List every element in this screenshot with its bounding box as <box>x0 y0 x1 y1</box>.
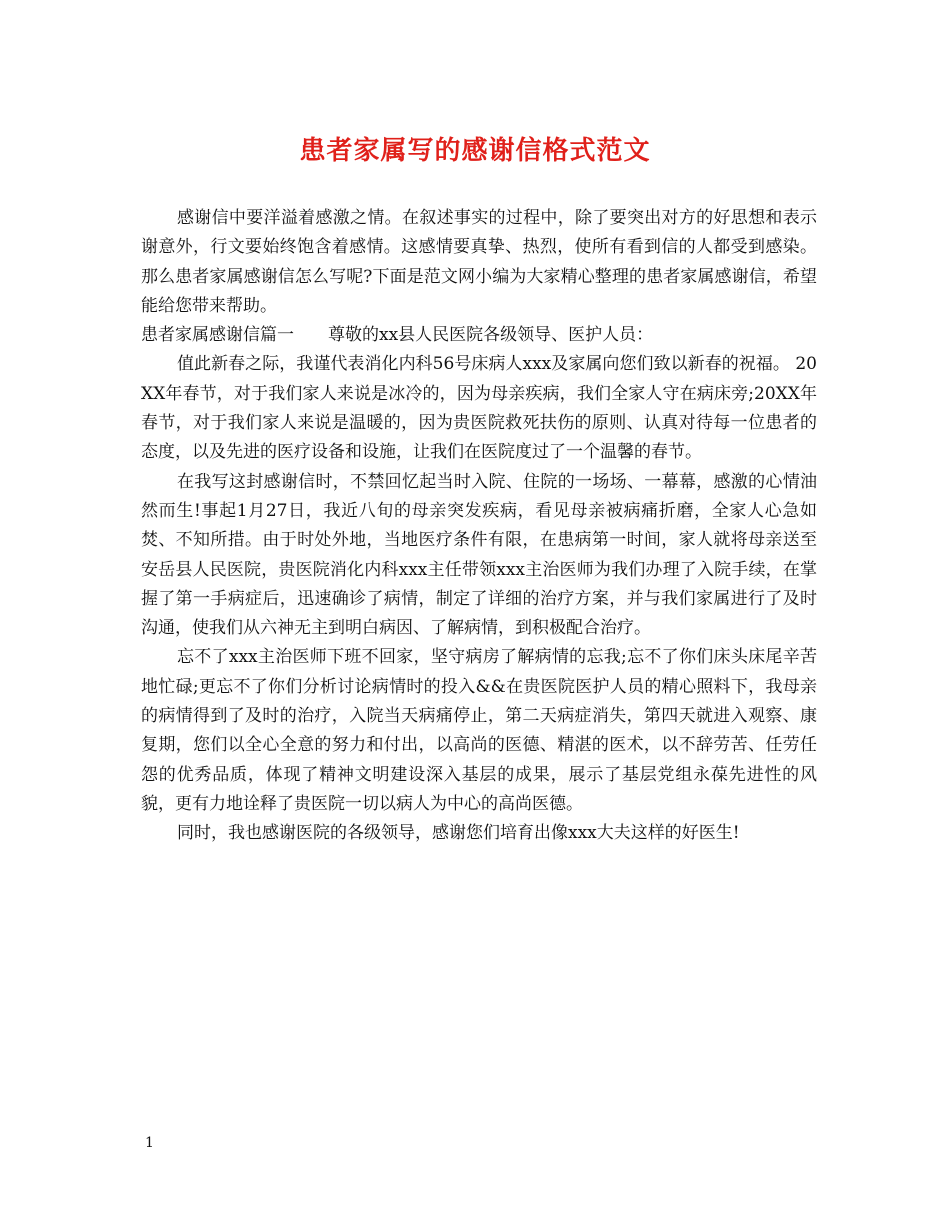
body-paragraph: 在我写这封感谢信时，不禁回忆起当时入院、住院的一场场、一幕幕，感激的心情油然而生!事起1月27日，我近八旬的母亲突发疾病，看见母亲被病痛折磨，全家人心急如焚、不知所措。由于时处外地，当地医疗条件有限，在患病第一时间，家人就将母亲送至安岳县人民医院，贵医院消化内科xxx主任带领xxx主治医师为我们办理了入院手续，在掌握了第一手病症后，迅速确诊了病情，制定了详细的治疗方案，并与我们家属进行了及时沟通，使我们从六神无主到明白病因、了解病情，到积极配合治疗。 <box>141 471 817 639</box>
body-paragraph: 忘不了xxx主治医师下班不回家，坚守病房了解病情的忘我;忘不了你们床头床尾辛苦地忙碌;更忘不了你们分析讨论病情时的投入&&在贵医院医护人员的精心照料下，我母亲的病情得到了及时的治疗，入院当天病痛停止，第二天病症消失，第四天就进入观察、康复期，您们以全心全意的努力和付出，以高尚的医德、精湛的医术，以不辞劳苦、任劳任怨的优秀品质，体现了精神文明建设深入基层的成果，展示了基层党组永葆先进性的风貌，更有力地诠释了贵医院一切以病人为中心的高尚医德。 <box>141 647 817 814</box>
section-heading-salutation: 患者家属感谢信篇一 尊敬的xx县人民医院各级领导、医护人员： <box>141 325 654 346</box>
intro-paragraph: 感谢信中要洋溢着感激之情。在叙述事实的过程中，除了要突出对方的好思想和表示谢意外，行文要始终饱含着感情。这感情要真挚、热烈，使所有看到信的人都受到感染。那么患者家属感谢信怎么写呢?下面是范文网小编为大家精心整理的患者家属感谢信，希望能给您带来帮助。 <box>141 208 817 316</box>
body-paragraph: 同时，我也感谢医院的各级领导，感谢您们培育出像xxx大夫这样的好医生! <box>177 823 740 844</box>
page-number: 1 <box>145 1135 154 1151</box>
body-paragraph: 值此新春之际，我谨代表消化内科56号床病人xxx及家属向您们致以新春的祝福。 20XX年春节，对于我们家人来说是冰冷的，因为母亲疾病，我们全家人守在病床旁;20XX年春节，对于我们家人来说是温暖的，因为贵医院救死扶伤的原则、认真对待每一位患者的态度，以及先进的医疗设备和设施，让我们在医院度过了一个温馨的春节。 <box>141 354 817 463</box>
letter-body <box>141 204 817 849</box>
page-title: 患者家属写的感谢信格式范文 <box>299 136 651 166</box>
